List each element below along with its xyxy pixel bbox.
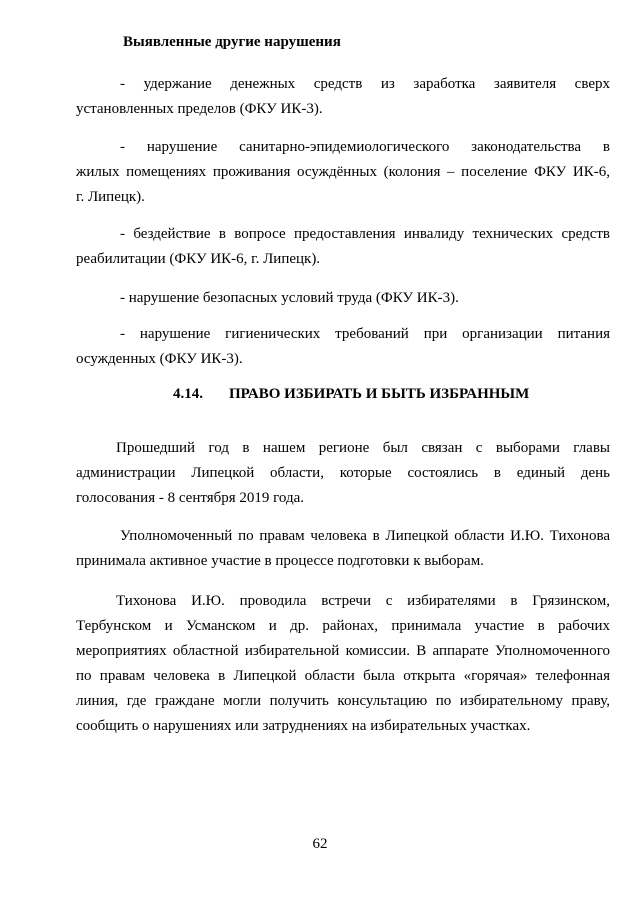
text-line: Тербунском и Усманском и др. районах, принимала участие в рабочих [76, 618, 610, 634]
text-line: линия, где граждане могли получить консультацию по избирательному праву, [76, 693, 610, 709]
text-line: Тихонова И.Ю. проводила встречи с избирателями в Грязинском, [116, 593, 610, 609]
violations-heading: Выявленные другие нарушения [123, 34, 341, 50]
violation-item [76, 286, 610, 311]
text-line: принимала активное участие в процессе подготовки к выборам. [76, 553, 484, 569]
body-paragraph [76, 436, 610, 511]
text-line: - нарушение безопасных условий труда (ФКУ ИК-3). [120, 290, 459, 306]
text-line: установленных пределов (ФКУ ИК-3). [76, 101, 323, 117]
text-line: реабилитации (ФКУ ИК-6, г. Липецк). [76, 251, 321, 267]
text-line: мероприятиях областной избирательной комиссии. В аппарате Уполномоченного [76, 643, 610, 659]
text-line: - удержание денежных средств из заработка заявителя сверх [120, 76, 610, 92]
text-line: - бездействие в вопросе предоставления инвалиду технических средств [120, 226, 610, 242]
text-line: сообщить о нарушениях или затруднениях на избирательных участках. [76, 718, 531, 734]
section-number: 4.14. [173, 386, 203, 402]
text-line: жилых помещениях проживания осуждённых (колония – поселение ФКУ ИК-6, [76, 164, 610, 180]
body-paragraph [76, 589, 610, 739]
text-line: - нарушение санитарно-эпидемиологического законодательства в [120, 139, 610, 155]
text-line: по правам человека в Липецкой области была открыта «горячая» телефонная [76, 668, 610, 684]
body-paragraph [76, 524, 610, 574]
text-line: голосования - 8 сентября 2019 года. [76, 490, 305, 506]
violation-item [76, 135, 610, 210]
page-number: 62 [312, 836, 328, 852]
text-line: администрации Липецкой области, которые состоялись в единый день [76, 465, 610, 481]
section-title: ПРАВО ИЗБИРАТЬ И БЫТЬ ИЗБРАННЫМ [229, 386, 530, 402]
text-line: Прошедший год в нашем регионе был связан с выборами главы [116, 440, 610, 456]
text-line: Уполномоченный по правам человека в Липецкой области И.Ю. Тихонова [120, 528, 610, 544]
violation-item [76, 322, 610, 372]
text-line: осужденных (ФКУ ИК-3). [76, 351, 243, 367]
violation-item [76, 222, 610, 272]
text-line: г. Липецк). [76, 189, 145, 205]
violation-item [76, 72, 610, 122]
text-line: - нарушение гигиенических требований при организации питания [120, 326, 610, 342]
